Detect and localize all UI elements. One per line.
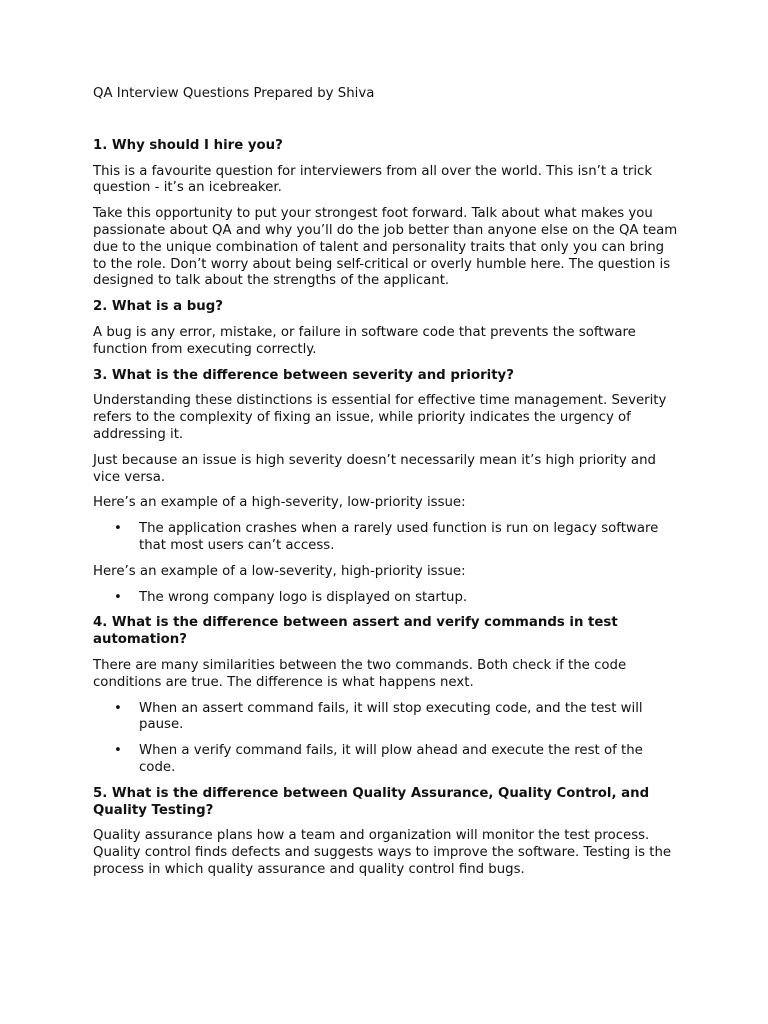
question-3-paragraph-1: Understanding these distinctions is essential for effective time management. Severity refers to the complexity of fixing an issue, while priority indicates the urgency of addressing it. xyxy=(93,393,667,442)
question-2-heading: 2. What is a bug? xyxy=(93,299,223,315)
question-1-paragraph-1: This is a favourite question for interviewers from all over the world. This isn’t a trick question - it’s an icebreaker. xyxy=(93,163,653,196)
assert-verify-list xyxy=(93,701,678,777)
question-3-section xyxy=(93,368,678,607)
list-item-text: When a verify command fails, it will plow ahead and execute the rest of the code. xyxy=(139,743,643,775)
list-item xyxy=(93,743,678,777)
list-item-text: The application crashes when a rarely used function is run on legacy software that most users can’t access. xyxy=(139,521,659,553)
list-item-text: The wrong company logo is displayed on startup. xyxy=(139,589,468,605)
question-3-paragraph-2: Just because an issue is high severity doesn’t necessarily mean it’s high priority and vice versa. xyxy=(93,452,656,485)
list-item-text: When an assert command fails, it will stop executing code, and the test will pause. xyxy=(139,700,643,733)
question-5-section xyxy=(93,786,678,879)
question-4-section xyxy=(93,615,678,776)
low-severity-example-list xyxy=(93,590,678,607)
document-title: QA Interview Questions Prepared by Shiva xyxy=(93,86,375,101)
list-item xyxy=(93,590,678,607)
bullet-icon: • xyxy=(114,743,122,759)
high-severity-example-list xyxy=(93,521,678,555)
bullet-icon: • xyxy=(114,521,122,537)
question-5-heading: 5. What is the difference between Quality Assurance, Quality Control, and Quality Testing? xyxy=(93,785,650,818)
question-4-paragraph-1: There are many similarities between the two commands. Both check if the code conditions are true. The difference is what happens next. xyxy=(93,657,627,690)
bullet-icon: • xyxy=(114,700,122,716)
question-2-paragraph-1: A bug is any error, mistake, or failure in software code that prevents the software function from executing correctly. xyxy=(93,324,636,357)
list-item xyxy=(93,521,678,555)
question-1-paragraph-2: Take this opportunity to put your strongest foot forward. Talk about what makes you passionate about QA and why you’ll do the job better than anyone else on the QA team due to the unique combination of talent and personality traits that only you can bring to the role. Don’t worry about being self-critical or overly humble here. The question is designed to talk about the strengths of the applicant. xyxy=(93,206,678,289)
question-3-paragraph-3: Here’s an example of a high-severity, low-priority issue: xyxy=(93,495,466,511)
question-1-heading: 1. Why should I hire you? xyxy=(93,137,283,153)
document-body xyxy=(93,86,678,888)
question-1-section xyxy=(93,138,678,290)
bullet-icon: • xyxy=(114,589,122,605)
question-3-paragraph-4: Here’s an example of a low-severity, high-priority issue: xyxy=(93,563,466,579)
question-5-paragraph-1: Quality assurance plans how a team and organization will monitor the test process. Quality control finds defects and suggests ways to improve the software. Testing is the process in which quality assurance and quality control find bugs. xyxy=(93,828,672,877)
question-2-section xyxy=(93,299,678,358)
list-item xyxy=(93,701,678,735)
question-3-heading: 3. What is the difference between severity and priority? xyxy=(93,367,514,383)
question-4-heading: 4. What is the difference between assert and verify commands in test automation? xyxy=(93,615,618,648)
